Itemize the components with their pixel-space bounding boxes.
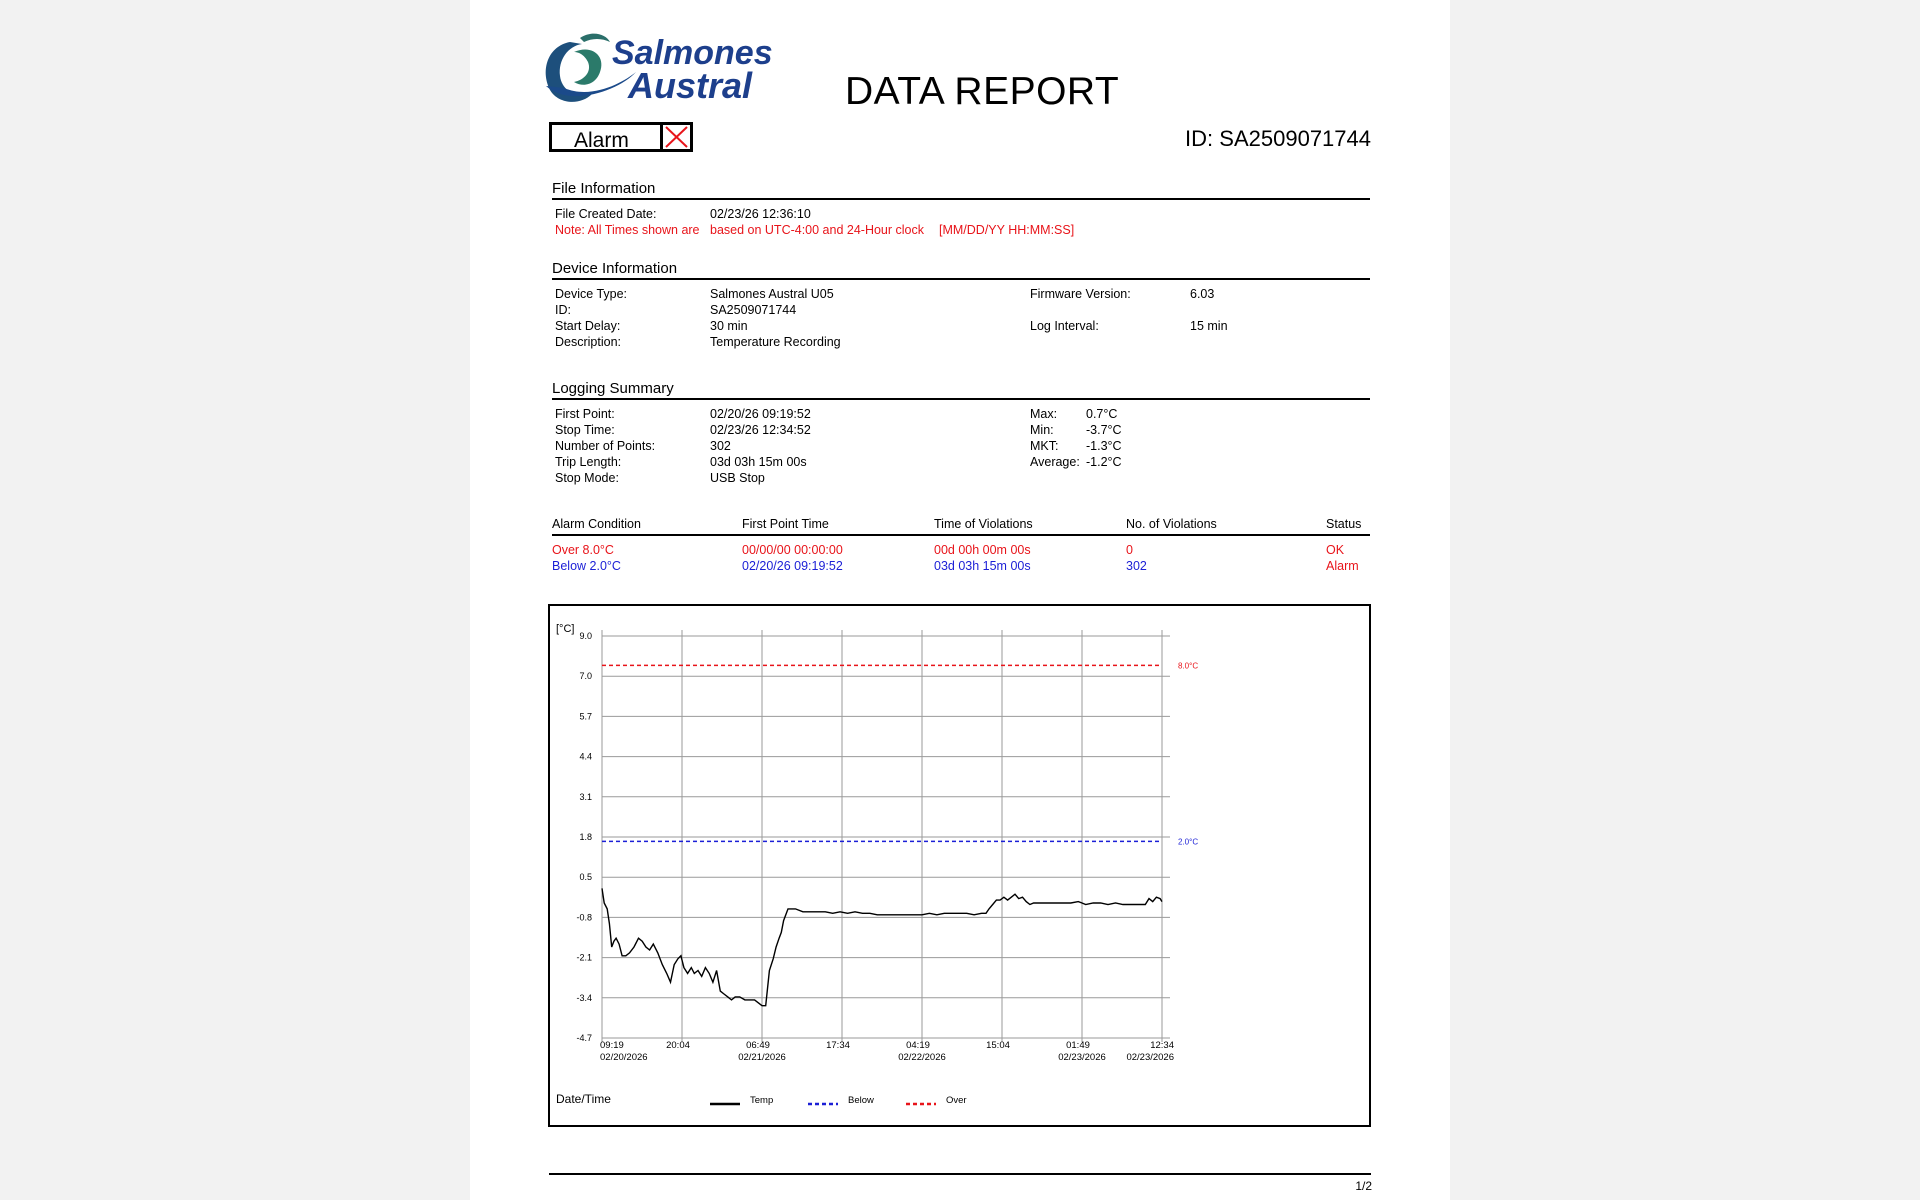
y-tick-label: -4.7 xyxy=(576,1033,592,1043)
y-tick-label: 3.1 xyxy=(579,791,592,802)
x-tick-time: 12:34 xyxy=(1150,1040,1174,1051)
y-tick-label: 5.7 xyxy=(579,711,592,722)
max-value: 0.7°C xyxy=(1086,407,1118,421)
stop-mode-label: Stop Mode: xyxy=(555,471,619,485)
y-unit-label: [°C] xyxy=(556,623,575,635)
salmones-austral-logo xyxy=(540,28,780,108)
stop-mode-value: USB Stop xyxy=(710,471,765,485)
x-tick-time: 15:04 xyxy=(986,1040,1010,1051)
alarm-table-header xyxy=(552,517,1370,536)
report-title: DATA REPORT xyxy=(845,70,1120,113)
report-page xyxy=(470,0,1450,1200)
x-tick-time: 04:19 xyxy=(906,1040,930,1051)
col-no-of-violations: No. of Violations xyxy=(1126,517,1217,531)
time-note-a: Note: All Times shown are xyxy=(555,223,700,237)
time-note-b: based on UTC-4:00 and 24-Hour clock xyxy=(710,223,925,237)
y-tick-label: -2.1 xyxy=(576,952,592,963)
alarm-row-over xyxy=(552,543,1370,559)
temp-series-line xyxy=(602,888,1162,1005)
svg-text:Salmones: Salmones xyxy=(612,34,773,72)
col-time-of-violations: Time of Violations xyxy=(934,517,1033,531)
file-information-heading: File Information xyxy=(552,180,1370,200)
alarm-condition: Below 2.0°C xyxy=(552,559,621,573)
device-type-value: Salmones Austral U05 xyxy=(710,287,834,301)
file-created-label: File Created Date: xyxy=(555,207,657,221)
first-point-label: First Point: xyxy=(555,407,615,421)
device-id-label: ID: xyxy=(555,303,571,317)
x-tick-date: 02/23/2026 xyxy=(1058,1052,1106,1063)
y-tick-label: -3.4 xyxy=(576,992,592,1003)
start-delay-label: Start Delay: xyxy=(555,319,621,333)
first-point-value: 02/20/26 09:19:52 xyxy=(710,407,811,421)
logging-summary-heading: Logging Summary xyxy=(552,380,1370,400)
file-created-value: 02/23/26 12:36:10 xyxy=(710,207,811,221)
x-tick-date: 02/21/2026 xyxy=(738,1052,786,1063)
temperature-chart xyxy=(548,604,1371,1127)
y-tick-label: 1.8 xyxy=(579,832,592,842)
no-of-violations: 0 xyxy=(1126,543,1133,557)
log-interval-label: Log Interval: xyxy=(1030,319,1099,333)
legend-label-over: Over xyxy=(946,1095,967,1106)
x-tick-time: 17:34 xyxy=(826,1040,850,1051)
trip-length-label: Trip Length: xyxy=(555,455,622,469)
legend-label-below: Below xyxy=(848,1095,874,1106)
temperature-chart-svg xyxy=(550,606,1369,1125)
average-value: -1.2°C xyxy=(1086,455,1122,469)
device-type-label: Device Type: xyxy=(555,287,628,301)
col-status: Status xyxy=(1326,517,1362,531)
first-point-time: 02/20/26 09:19:52 xyxy=(742,559,843,573)
alarm-condition: Over 8.0°C xyxy=(552,543,614,557)
mkt-label: MKT: xyxy=(1030,439,1059,453)
min-value: -3.7°C xyxy=(1086,423,1122,437)
device-id-value: SA2509071744 xyxy=(710,303,797,317)
x-tick-time: 09:19 xyxy=(600,1040,624,1051)
min-label: Min: xyxy=(1030,423,1054,437)
no-of-violations: 302 xyxy=(1126,559,1147,573)
legend-label-temp: Temp xyxy=(750,1095,774,1106)
start-delay-value: 30 min xyxy=(710,319,748,333)
description-value: Temperature Recording xyxy=(710,335,841,349)
header-device-id: ID: SA2509071744 xyxy=(1185,126,1371,151)
col-alarm-condition: Alarm Condition xyxy=(552,517,641,531)
x-tick-date: 02/20/2026 xyxy=(600,1052,648,1063)
alarm-row-below xyxy=(552,559,1370,575)
stop-time-value: 02/23/26 12:34:52 xyxy=(710,423,811,437)
average-label: Average: xyxy=(1030,455,1080,469)
y-tick-label: 0.5 xyxy=(579,872,592,883)
x-tick-time: 20:04 xyxy=(666,1040,690,1051)
alarm-status: Alarm xyxy=(1326,559,1359,573)
threshold-label-below: 2.0°C xyxy=(1178,837,1199,847)
footer-rule xyxy=(549,1173,1371,1175)
time-note-c: [MM/DD/YY HH:MM:SS] xyxy=(939,223,1075,237)
y-tick-label: 7.0 xyxy=(579,671,592,682)
x-axis-label: Date/Time xyxy=(556,1092,611,1106)
threshold-label-over: 8.0°C xyxy=(1178,661,1199,671)
y-tick-label: -0.8 xyxy=(576,912,592,923)
alarm-status: OK xyxy=(1326,543,1345,557)
num-points-value: 302 xyxy=(710,439,731,453)
alarm-x-icon xyxy=(660,122,693,152)
device-information-heading: Device Information xyxy=(552,260,1370,280)
firmware-label: Firmware Version: xyxy=(1030,287,1131,301)
trip-length-value: 03d 03h 15m 00s xyxy=(710,455,807,469)
alarm-status-box xyxy=(549,122,693,152)
alarm-label: Alarm xyxy=(574,129,629,152)
col-first-point-time: First Point Time xyxy=(742,517,829,531)
page-number: 1/2 xyxy=(1355,1179,1372,1193)
description-label: Description: xyxy=(555,335,621,349)
x-tick-date: 02/23/2026 xyxy=(1126,1052,1174,1063)
log-interval-value: 15 min xyxy=(1190,319,1228,333)
x-tick-time: 01:49 xyxy=(1066,1040,1090,1051)
y-tick-label: 9.0 xyxy=(579,631,592,641)
svg-text:Austral: Austral xyxy=(628,65,753,106)
time-of-violations: 03d 03h 15m 00s xyxy=(934,559,1031,573)
firmware-value: 6.03 xyxy=(1190,287,1215,301)
time-of-violations: 00d 00h 00m 00s xyxy=(934,543,1031,557)
stop-time-label: Stop Time: xyxy=(555,423,615,437)
max-label: Max: xyxy=(1030,407,1058,421)
mkt-value: -1.3°C xyxy=(1086,439,1122,453)
y-tick-label: 4.4 xyxy=(579,751,592,762)
x-tick-time: 06:49 xyxy=(746,1040,770,1051)
first-point-time: 00/00/00 00:00:00 xyxy=(742,543,843,557)
x-tick-date: 02/22/2026 xyxy=(898,1052,946,1063)
num-points-label: Number of Points: xyxy=(555,439,656,453)
